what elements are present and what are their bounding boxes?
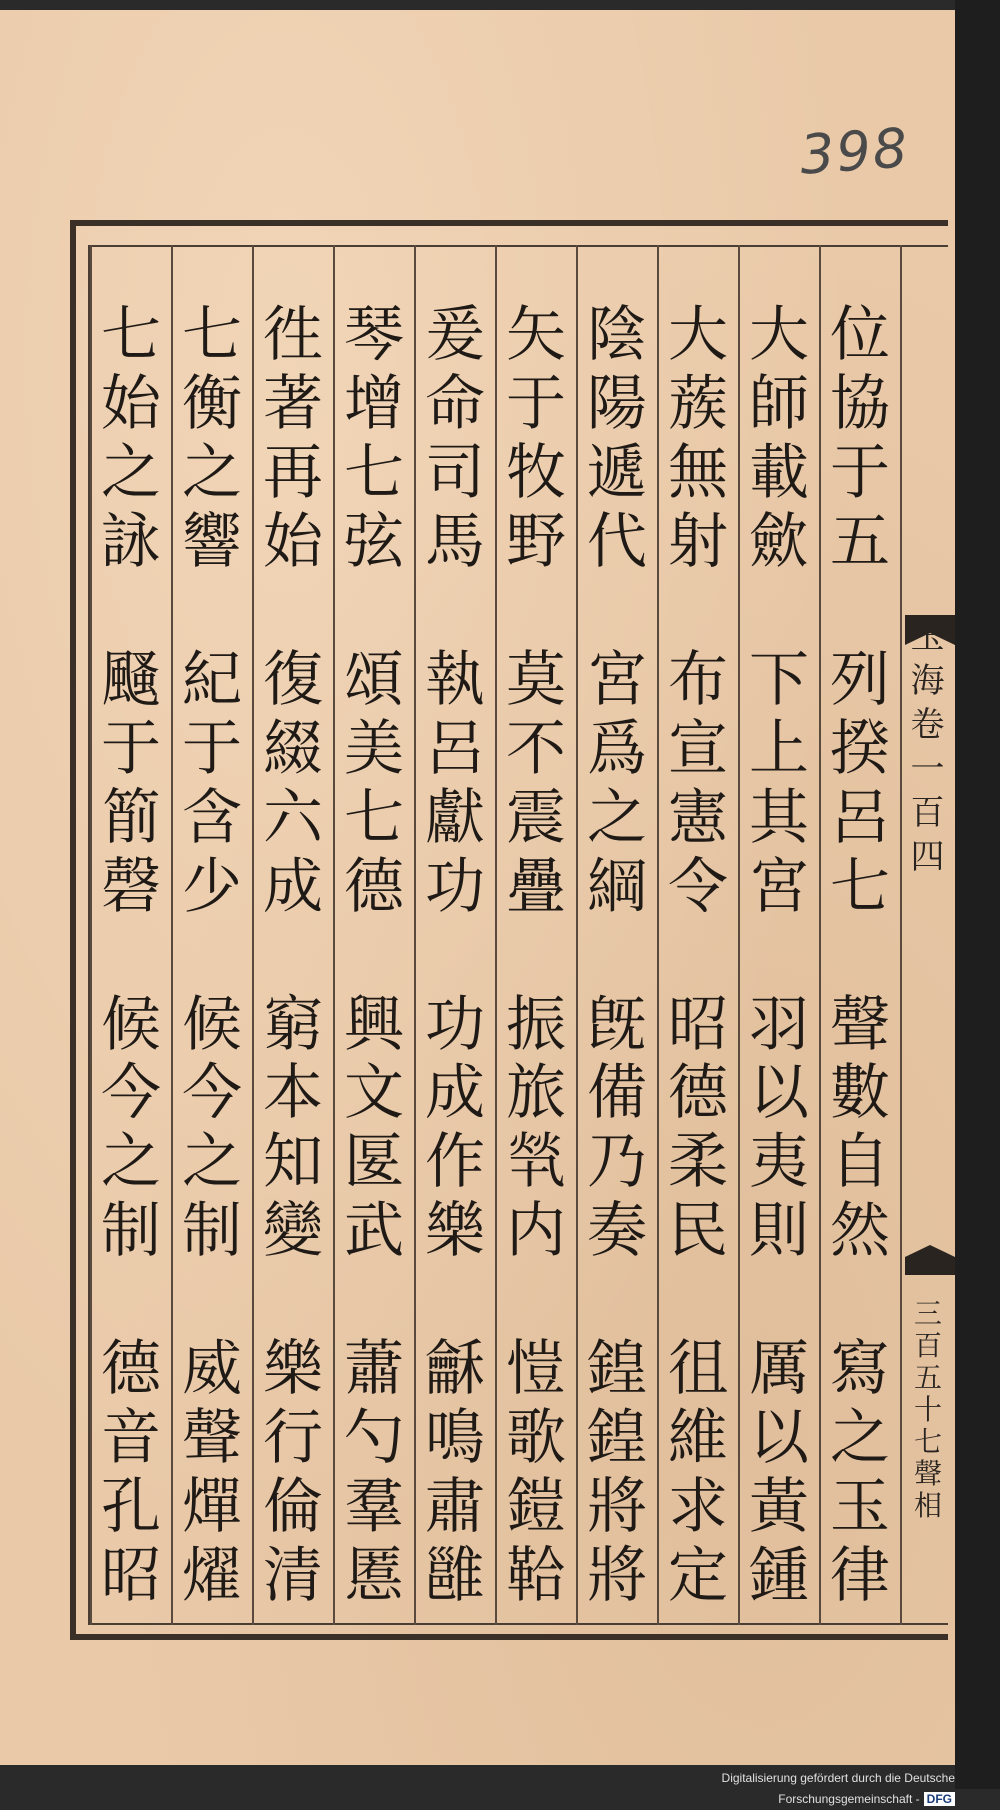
character: 興 <box>344 989 404 1060</box>
character: 候 <box>182 989 242 1060</box>
character: 之 <box>830 1403 890 1474</box>
character: 清 <box>263 1541 323 1612</box>
character: 六 <box>263 782 323 853</box>
character: 五 <box>830 506 890 577</box>
character: 武 <box>344 1196 404 1267</box>
character: 弦 <box>344 506 404 577</box>
character: 制 <box>182 1196 242 1267</box>
character: 柔 <box>668 1127 728 1198</box>
text-column <box>495 300 577 1615</box>
character: 載 <box>749 437 809 508</box>
fold-title-char: 海 <box>910 661 945 701</box>
character: 遞 <box>587 437 647 508</box>
character: 列 <box>830 644 890 715</box>
character: 將 <box>587 1541 647 1612</box>
character: 宣 <box>668 713 728 784</box>
character: 今 <box>101 1058 161 1129</box>
character: 無 <box>668 437 728 508</box>
character: 樂 <box>263 1334 323 1405</box>
character: 德 <box>101 1334 161 1405</box>
character: 復 <box>263 644 323 715</box>
character: 候 <box>101 989 161 1060</box>
character: 奏 <box>587 1196 647 1267</box>
character: 鍠 <box>587 1334 647 1405</box>
character: 疊 <box>506 851 566 922</box>
text-column <box>738 300 820 1615</box>
character: 陰 <box>587 300 647 370</box>
character: 琴 <box>344 300 404 370</box>
character: 師 <box>749 368 809 439</box>
character: 布 <box>668 644 728 715</box>
character: 鍾 <box>749 1541 809 1612</box>
character: 呂 <box>830 782 890 853</box>
character: 蕭 <box>344 1334 404 1405</box>
character: 律 <box>830 1541 890 1612</box>
character: 莫 <box>506 644 566 715</box>
character: 乃 <box>587 1127 647 1198</box>
character: 牧 <box>506 437 566 508</box>
character: 威 <box>182 1334 242 1405</box>
character: 之 <box>182 437 242 508</box>
character: 陽 <box>587 368 647 439</box>
character: 㷀 <box>506 1127 566 1198</box>
character: 窮 <box>263 989 323 1060</box>
character: 則 <box>749 1196 809 1267</box>
character: 鞈 <box>506 1541 566 1612</box>
character: 徃 <box>263 300 323 370</box>
character: 以 <box>749 1403 809 1474</box>
character: 協 <box>830 368 890 439</box>
character: 匽 <box>344 1127 404 1198</box>
character: 昭 <box>668 989 728 1060</box>
fold-count-char: 百 <box>913 1329 942 1362</box>
character: 蔟 <box>668 368 728 439</box>
character: 燀 <box>182 1472 242 1543</box>
character: 于 <box>506 368 566 439</box>
fold-count-char: 三 <box>913 1297 942 1330</box>
fold-title-char: 一 <box>910 749 945 789</box>
character: 射 <box>668 506 728 577</box>
dfg-logo: DFG <box>924 1792 955 1806</box>
character: 變 <box>263 1196 323 1267</box>
character: 旣 <box>587 989 647 1060</box>
character: 之 <box>587 782 647 853</box>
credit-text: Digitalisierung gefördert durch die Deutsche Forschungsgemeinschaft - <box>721 1771 955 1806</box>
text-column <box>576 300 658 1615</box>
character: 維 <box>668 1403 728 1474</box>
character: 執 <box>425 644 485 715</box>
character: 憲 <box>668 782 728 853</box>
character: 鳴 <box>425 1403 485 1474</box>
character: 始 <box>263 506 323 577</box>
character: 命 <box>425 368 485 439</box>
character: 七 <box>182 300 242 370</box>
text-column <box>819 300 901 1615</box>
character: 功 <box>425 989 485 1060</box>
character: 磬 <box>101 851 161 922</box>
character: 震 <box>506 782 566 853</box>
character: 揆 <box>830 713 890 784</box>
character: 于 <box>182 713 242 784</box>
character: 定 <box>668 1541 728 1612</box>
character: 行 <box>263 1403 323 1474</box>
text-column <box>90 300 172 1615</box>
character: 玉 <box>830 1472 890 1543</box>
character: 肅 <box>425 1472 485 1543</box>
character: 爰 <box>425 300 485 370</box>
fold-title <box>905 617 950 1280</box>
character: 羣 <box>344 1472 404 1543</box>
character: 内 <box>506 1196 566 1267</box>
character: 孔 <box>101 1472 161 1543</box>
character: 鎧 <box>506 1472 566 1543</box>
character: 頌 <box>344 644 404 715</box>
character: 紀 <box>182 644 242 715</box>
fold-count-char: 聲 <box>913 1457 942 1490</box>
character: 然 <box>830 1196 890 1267</box>
scan-background-edge <box>955 0 1000 1789</box>
character: 于 <box>101 713 161 784</box>
fold-count-char: 相 <box>913 1489 942 1522</box>
character: 綴 <box>263 713 323 784</box>
character: 詠 <box>101 506 161 577</box>
text-column <box>171 300 253 1615</box>
character: 綱 <box>587 851 647 922</box>
character: 雝 <box>425 1541 485 1612</box>
character: 歌 <box>506 1403 566 1474</box>
character: 本 <box>263 1058 323 1129</box>
character: 衡 <box>182 368 242 439</box>
text-column <box>252 300 334 1615</box>
character: 著 <box>263 368 323 439</box>
character: 于 <box>830 437 890 508</box>
character: 宮 <box>587 644 647 715</box>
character: 含 <box>182 782 242 853</box>
fold-title-char: 四 <box>910 837 945 877</box>
character: 獻 <box>425 782 485 853</box>
character: 文 <box>344 1058 404 1129</box>
character: 美 <box>344 713 404 784</box>
fold-title-char: 卷 <box>910 705 945 745</box>
character: 宮 <box>749 851 809 922</box>
character: 位 <box>830 300 890 370</box>
character: 成 <box>263 851 323 922</box>
character: 民 <box>668 1196 728 1267</box>
text-column <box>333 300 415 1615</box>
handwritten-page-number: 398 <box>797 116 912 187</box>
character: 箾 <box>101 782 161 853</box>
character: 厲 <box>749 1334 809 1405</box>
character: 燿 <box>182 1541 242 1612</box>
fold-count-char: 十 <box>913 1393 942 1426</box>
character: 之 <box>182 1127 242 1198</box>
character: 羽 <box>749 989 809 1060</box>
character: 下 <box>749 644 809 715</box>
character: 數 <box>830 1058 890 1129</box>
character: 自 <box>830 1127 890 1198</box>
character: 矢 <box>506 300 566 370</box>
character: 大 <box>749 300 809 370</box>
character: 爲 <box>587 713 647 784</box>
character: 振 <box>506 989 566 1060</box>
character: 旅 <box>506 1058 566 1129</box>
character: 制 <box>101 1196 161 1267</box>
character: 德 <box>344 851 404 922</box>
character: 慝 <box>344 1541 404 1612</box>
character: 颾 <box>101 644 161 715</box>
character: 以 <box>749 1058 809 1129</box>
character: 倫 <box>263 1472 323 1543</box>
character: 上 <box>749 713 809 784</box>
character: 響 <box>182 506 242 577</box>
character: 樂 <box>425 1196 485 1267</box>
character: 德 <box>668 1058 728 1129</box>
character: 鍠 <box>587 1403 647 1474</box>
text-column <box>414 300 496 1615</box>
character: 備 <box>587 1058 647 1129</box>
fold-character-count <box>908 1297 948 1524</box>
character: 黃 <box>749 1472 809 1543</box>
character: 求 <box>668 1472 728 1543</box>
character: 不 <box>506 713 566 784</box>
character: 聲 <box>830 989 890 1060</box>
character: 馬 <box>425 506 485 577</box>
character: 七 <box>101 300 161 370</box>
character: 其 <box>749 782 809 853</box>
character: 勺 <box>344 1403 404 1474</box>
character: 作 <box>425 1127 485 1198</box>
character: 成 <box>425 1058 485 1129</box>
character: 歛 <box>749 506 809 577</box>
character: 始 <box>101 368 161 439</box>
character: 今 <box>182 1058 242 1129</box>
character: 之 <box>101 437 161 508</box>
character: 功 <box>425 851 485 922</box>
character: 昭 <box>101 1541 161 1612</box>
character: 再 <box>263 437 323 508</box>
character: 呂 <box>425 713 485 784</box>
character: 大 <box>668 300 728 370</box>
character: 音 <box>101 1403 161 1474</box>
fold-title-char: 玉 <box>910 617 945 657</box>
character: 知 <box>263 1127 323 1198</box>
character: 聲 <box>182 1403 242 1474</box>
digitization-credit <box>600 1768 955 1806</box>
character: 徂 <box>668 1334 728 1405</box>
character: 代 <box>587 506 647 577</box>
fold-title-char: 百 <box>910 793 945 833</box>
fold-count-char: 五 <box>913 1361 942 1394</box>
character: 愷 <box>506 1334 566 1405</box>
character: 之 <box>101 1127 161 1198</box>
character: 龢 <box>425 1334 485 1405</box>
character: 七 <box>344 437 404 508</box>
character: 夷 <box>749 1127 809 1198</box>
character: 司 <box>425 437 485 508</box>
character: 將 <box>587 1472 647 1543</box>
fold-count-char: 七 <box>913 1425 942 1458</box>
character: 令 <box>668 851 728 922</box>
text-column <box>657 300 739 1615</box>
character: 野 <box>506 506 566 577</box>
character: 七 <box>830 851 890 922</box>
character: 少 <box>182 851 242 922</box>
character: 增 <box>344 368 404 439</box>
character: 七 <box>344 782 404 853</box>
character: 寫 <box>830 1334 890 1405</box>
